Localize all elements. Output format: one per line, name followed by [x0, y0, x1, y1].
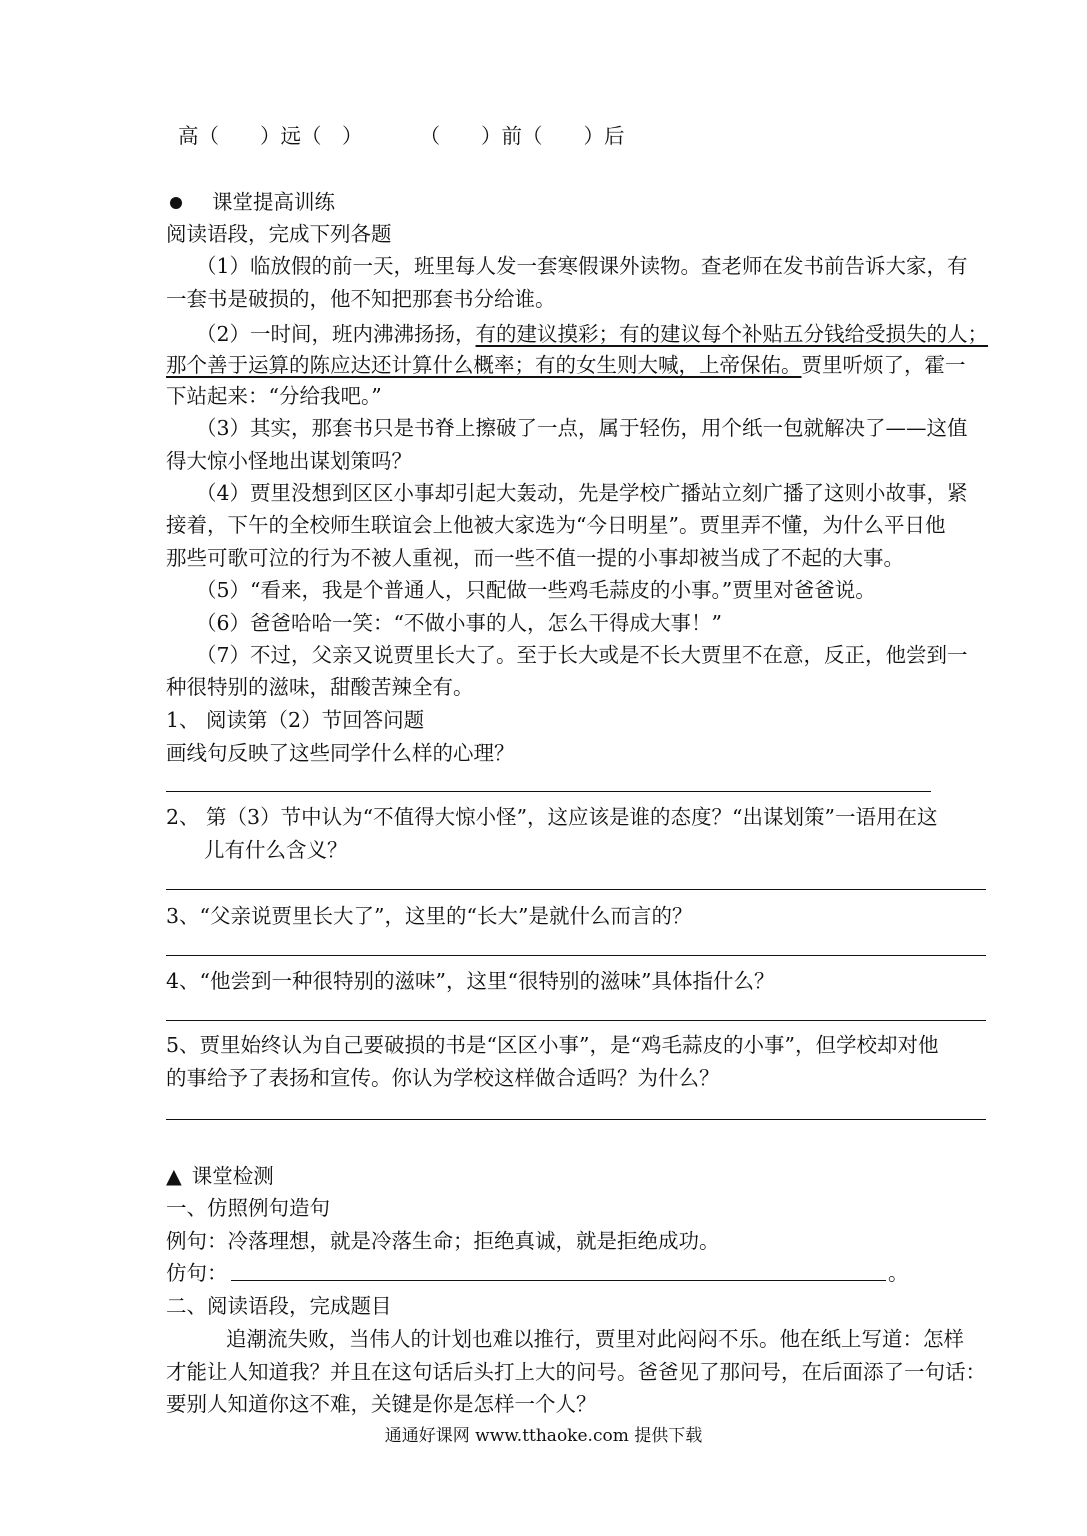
- paragraph-3-line-2: 得大惊小怪地出谋划策吗？: [166, 449, 412, 473]
- paragraph-4-line-3: 那些可歌可泣的行为不被人重视，而一些不值一提的小事却被当成了不起的大事。: [166, 546, 904, 570]
- reading-line-2: 才能让人知道我？并且在这句话后头打上大的问号。爸爸见了那问号，在后面添了一句话：: [166, 1360, 986, 1384]
- paragraph-6: （6）爸爸哈哈一笑：“不做小事的人，怎么干得成大事！”: [196, 611, 723, 635]
- fill-blank-b: （ ）前（ ）后: [419, 124, 625, 148]
- underlined-sentence: 那个善于运算的陈应达还计算什么概率；有的女生则大喊，上帝保佑。: [166, 353, 802, 377]
- section-heading-training: 课堂提高训练: [166, 186, 1021, 218]
- example-sentence: 例句：冷落理想，就是冷落生命；拒绝真诚，就是拒绝成功。: [166, 1229, 720, 1253]
- triangle-icon: ▲: [166, 1164, 182, 1188]
- paragraph-2-line-2: 那个善于运算的陈应达还计算什么概率；有的女生则大喊，上帝保佑。贾里听烦了，霍一: [166, 353, 966, 377]
- answer-line-1[interactable]: [166, 791, 931, 792]
- paragraph-2-line-3: 下站起来：“分给我吧。”: [166, 384, 382, 408]
- question-3: 3、“父亲说贾里长大了”，这里的“长大”是就什么而言的？: [166, 904, 693, 928]
- question-5-line-2: 的事给予了表扬和宣传。你认为学校这样做合适吗？为什么？: [166, 1066, 720, 1090]
- paragraph-4-line-2: 接着，下午的全校师生联谊会上他被大家选为“今日明星”。贾里弄不懂，为什么平日他: [166, 513, 946, 537]
- subsection-reading: 二、阅读语段，完成题目: [166, 1294, 392, 1318]
- bullet-icon: [170, 197, 182, 209]
- question-5-line-1: 5、贾里始终认为自己要破损的书是“区区小事”，是“鸡毛蒜皮的小事”，但学校却对他: [166, 1033, 939, 1057]
- underlined-sentence: 有的建议摸彩；有的建议每个补贴五分钱给受损失的人；: [475, 322, 989, 346]
- paragraph-1-line-2: 一套书是破损的，他不知把那套书分给谁。: [166, 287, 556, 311]
- paragraph-5: （5）“看来，我是个普通人，只配做一些鸡毛蒜皮的小事。”贾里对爸爸说。: [196, 578, 876, 602]
- paragraph-1-line-1: （1）临放假的前一天，班里每人发一套寒假课外读物。查老师在发书前告诉大家，有: [196, 254, 968, 278]
- question-1-title: 1、 阅读第（2）节回答问题: [166, 708, 425, 732]
- question-1-prompt: 画线句反映了这些同学什么样的心理？: [166, 741, 515, 765]
- question-2-line-1: 2、 第（3）节中认为“不值得大惊小怪”，这应该是谁的态度？“出谋划策”一语用在这: [166, 805, 938, 829]
- subsection-imitate: 一、仿照例句造句: [166, 1196, 330, 1220]
- imitate-answer-line[interactable]: [231, 1280, 886, 1281]
- reading-line-3: 要别人知道你这不难，关键是你是怎样一个人？: [166, 1392, 597, 1416]
- section-heading-check: ▲ 课堂检测: [166, 1160, 1021, 1192]
- question-4: 4、“他尝到一种很特别的滋味”，这里“很特别的滋味”具体指什么？: [166, 969, 775, 993]
- reading-line-1: 追潮流失败，当伟人的计划也难以推行，贾里对此闷闷不乐。他在纸上写道：怎样: [226, 1327, 964, 1351]
- question-2-line-2: 儿有什么含义？: [204, 838, 348, 862]
- paragraph-4-line-1: （4）贾里没想到区区小事却引起大轰动，先是学校广播站立刻广播了这则小故事，紧: [196, 481, 968, 505]
- paragraph-7-line-2: 种很特别的滋味，甜酸苦辣全有。: [166, 675, 474, 699]
- imitate-label: 仿句：: [166, 1261, 228, 1285]
- paragraph-3-line-1: （3）其实，那套书只是书脊上擦破了一点，属于轻伤，用个纸一包就解决了——这值: [196, 416, 968, 440]
- fill-blank-a: 高（ ）远（ ）: [178, 124, 363, 148]
- reading-instruction: 阅读语段，完成下列各题: [166, 222, 392, 246]
- answer-line-4[interactable]: [166, 1020, 986, 1021]
- answer-line-5[interactable]: [166, 1119, 986, 1120]
- paragraph-7-line-1: （7）不过，父亲又说贾里长大了。至于长大或是不长大贾里不在意，反正，他尝到一: [196, 643, 968, 667]
- answer-line-3[interactable]: [166, 955, 986, 956]
- fill-blank-row: [178, 120, 1033, 152]
- paragraph-2-line-1: （2）一时间，班内沸沸扬扬，有的建议摸彩；有的建议每个补贴五分钱给受损失的人；: [196, 322, 989, 346]
- answer-line-2[interactable]: [166, 889, 986, 890]
- page-footer: 通通好课网 www.tthaoke.com 提供下载: [384, 1426, 703, 1446]
- imitate-end-mark: 。: [888, 1261, 909, 1285]
